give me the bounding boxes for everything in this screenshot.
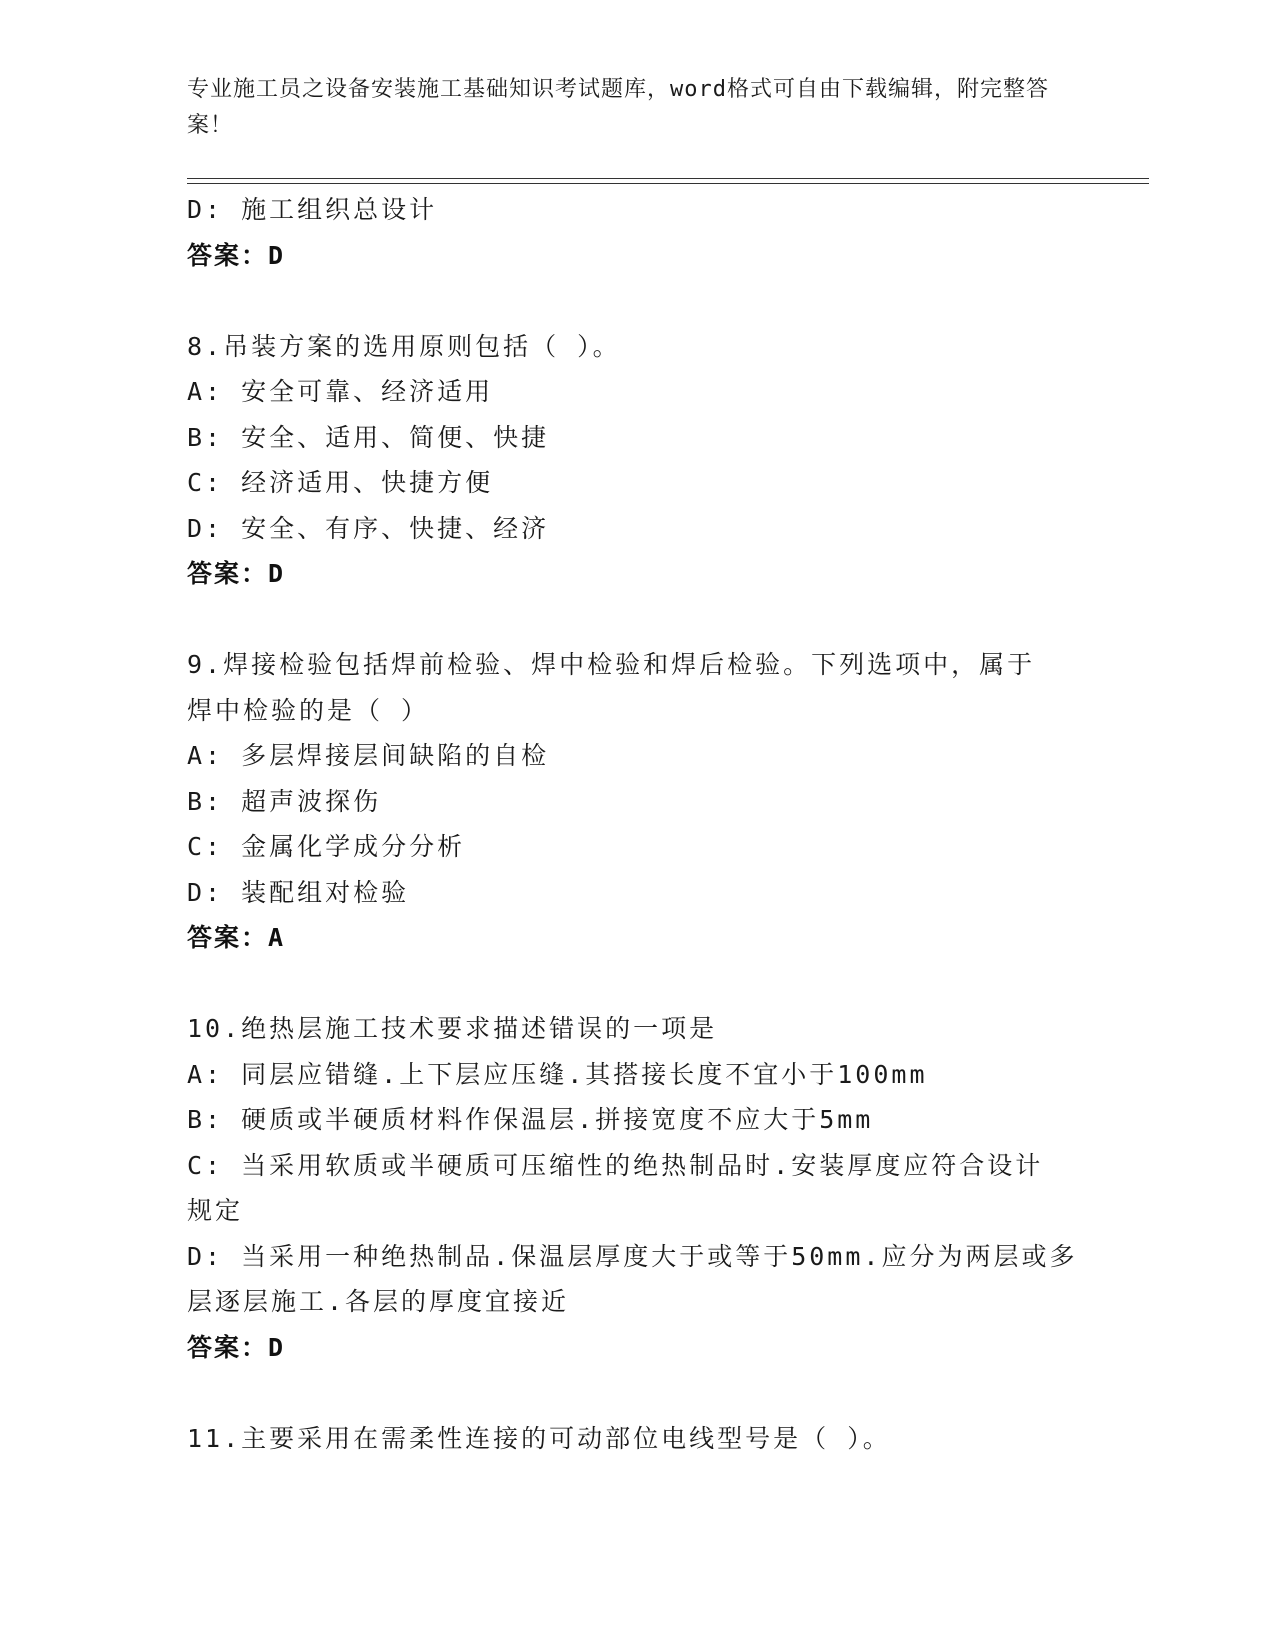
q10-option-d-line2: 层逐层施工.各层的厚度宜接近 (187, 1287, 570, 1316)
q10-option-c-line1: C: 当采用软质或半硬质可压缩性的绝热制品时.安装厚度应符合设计 (187, 1150, 1044, 1180)
spacer (187, 597, 1087, 643)
q9-option-b: B: 超声波探伤 (187, 786, 382, 816)
question-content (187, 187, 1087, 1461)
q8-option-a: A: 安全可靠、经济适用 (187, 377, 494, 406)
q7-answer: 答案：D (187, 240, 286, 270)
q9-stem-line1: 9.焊接检验包括焊前检验、焊中检验和焊后检验。下列选项中，属于 (187, 650, 1036, 679)
q9-option-a: A: 多层焊接层间缺陷的自检 (187, 741, 550, 770)
spacer (187, 1370, 1087, 1416)
q11-stem: 11.主要采用在需柔性连接的可动部位电线型号是（ ）。 (187, 1423, 891, 1453)
q9-answer: 答案：A (187, 923, 286, 952)
q10-option-a: A: 同层应错缝.上下层应压缝.其搭接长度不宜小于100mm (187, 1059, 928, 1089)
q10-stem: 10.绝热层施工技术要求描述错误的一项是 (187, 1014, 718, 1043)
q8-option-b: B: 安全、适用、简便、快捷 (187, 422, 550, 452)
q8-stem: 8.吊装方案的选用原则包括（ ）。 (187, 331, 621, 361)
q8-option-d: D: 安全、有序、快捷、经济 (187, 513, 550, 543)
q8-answer: 答案：D (187, 559, 286, 588)
q7-option-d: D: 施工组织总设计 (187, 195, 438, 224)
q9-option-d: D: 装配组对检验 (187, 877, 410, 907)
header-divider-bottom (187, 183, 1149, 184)
q10-option-c-line2: 规定 (187, 1196, 244, 1225)
q10-answer: 答案：D (187, 1332, 286, 1362)
q8-option-c: C: 经济适用、快捷方便 (187, 468, 494, 497)
q10-option-b: B: 硬质或半硬质材料作保温层.拼接宽度不应大于5mm (187, 1105, 874, 1134)
spacer (187, 961, 1087, 1007)
spacer (187, 278, 1087, 324)
page-header: 专业施工员之设备安装施工基础知识考试题库，word格式可自由下载编辑，附完整答案！ (187, 77, 1049, 138)
header-divider-top (187, 178, 1149, 179)
q10-option-d-line1: D: 当采用一种绝热制品.保温层厚度大于或等于50mm.应分为两层或多 (187, 1241, 1078, 1271)
q9-option-c: C: 金属化学成分分析 (187, 832, 466, 861)
q9-stem-line2: 焊中检验的是（ ） (187, 695, 430, 725)
